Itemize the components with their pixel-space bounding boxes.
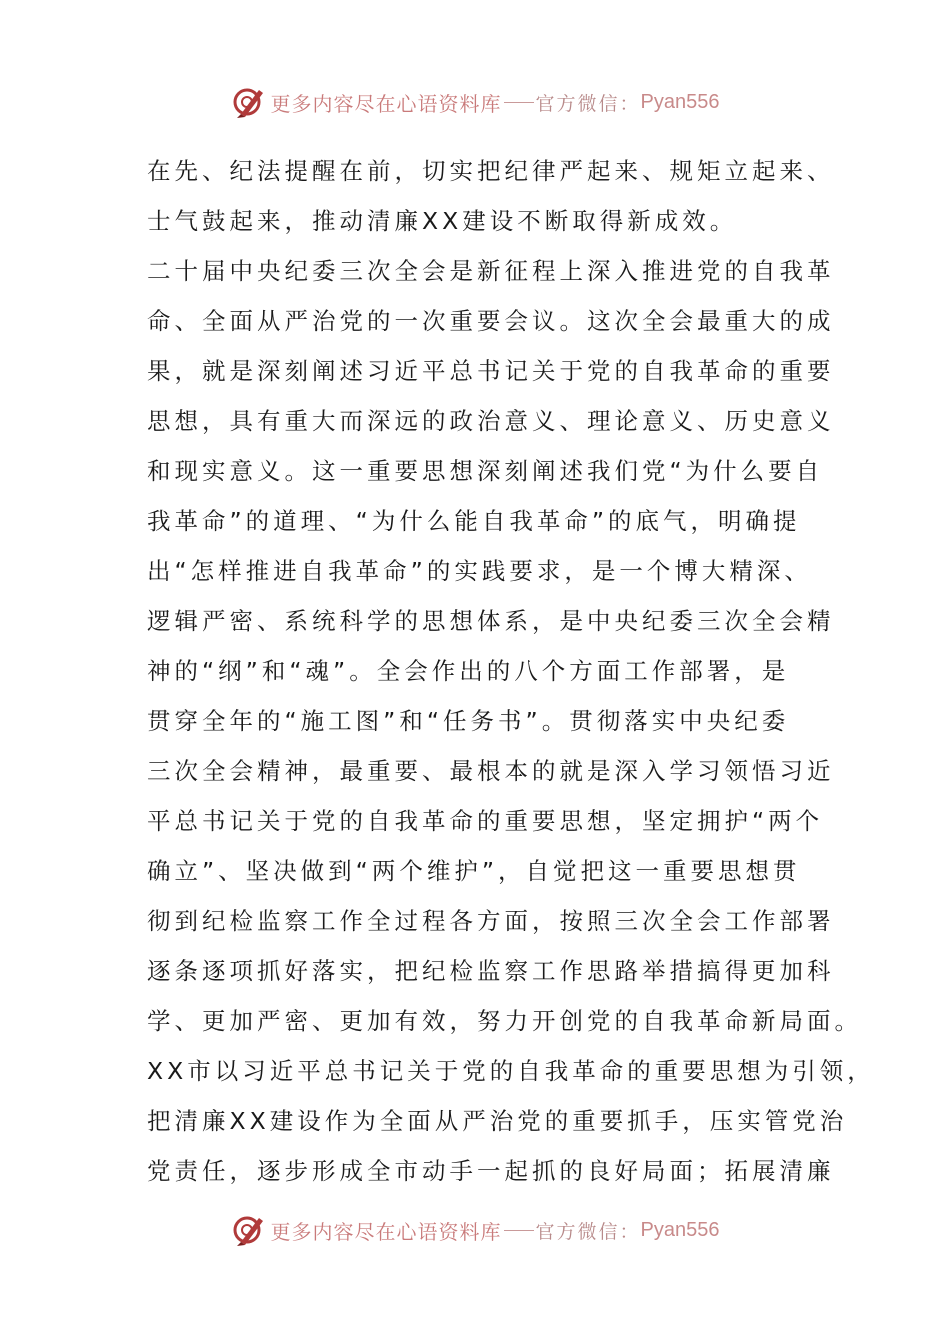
watermark-wechat-id: Pyan556 bbox=[640, 1218, 720, 1241]
text-line: 把清廉XX建设作为全面从严治党的重要抓手，压实管党治 bbox=[147, 1107, 848, 1135]
text-line: 出“怎样推进自我革命”的实践要求，是一个博大精深、 bbox=[147, 557, 812, 585]
text-line: 和现实意义。这一重要思想深刻阐述我们党“为什么要自 bbox=[147, 457, 824, 485]
watermark-dash bbox=[504, 102, 534, 103]
text-line: 在先、纪法提醒在前，切实把纪律严起来、规矩立起来、 bbox=[147, 157, 835, 185]
text-line: 思想，具有重大而深远的政治意义、理论意义、历史意义 bbox=[147, 407, 835, 435]
watermark-wechat-label: 官方微信： bbox=[535, 92, 641, 115]
watermark-site-text: 更多内容尽在心语资料库 bbox=[270, 91, 502, 116]
watermark-site-text: 更多内容尽在心语资料库 bbox=[270, 1219, 502, 1244]
pen-logo-icon bbox=[231, 1212, 267, 1248]
text-line: 我革命”的道理、“为什么能自我革命”的底气，明确提 bbox=[147, 507, 801, 535]
document-body bbox=[147, 146, 875, 1196]
text-line: 三次全会精神，最重要、最根本的就是深入学习领悟习近 bbox=[147, 757, 835, 785]
text-line: 确立”、坚决做到“两个维护”，自觉把这一重要思想贯 bbox=[147, 857, 801, 885]
text-line: 党责任，逐步形成全市动手一起抓的良好局面；拓展清廉 bbox=[147, 1157, 835, 1185]
watermark-wechat-label: 官方微信： bbox=[535, 1220, 641, 1243]
text-line: 逻辑严密、系统科学的思想体系，是中央纪委三次全会精 bbox=[147, 607, 835, 635]
text-line: 逐条逐项抓好落实，把纪检监察工作思路举措搞得更加科 bbox=[147, 957, 835, 985]
text-line: 士气鼓起来，推动清廉XX建设不断取得新成效。 bbox=[147, 207, 738, 235]
pen-logo-icon bbox=[231, 84, 267, 120]
watermark-dash bbox=[504, 1230, 534, 1231]
text-line: 贯穿全年的“施工图”和“任务书”。贯彻落实中央纪委 bbox=[147, 707, 790, 735]
text-line: 彻到纪检监察工作全过程各方面，按照三次全会工作部署 bbox=[147, 907, 835, 935]
text-line: 命、全面从严治党的一次重要会议。这次全会最重大的成 bbox=[147, 307, 835, 335]
text-line: XX市以习近平总书记关于党的自我革命的重要思想为引领， bbox=[147, 1057, 875, 1085]
text-line: 神的“纲”和“魂”。全会作出的八个方面工作部署，是 bbox=[147, 657, 790, 685]
watermark-wechat-id: Pyan556 bbox=[640, 90, 720, 113]
text-line: 果，就是深刻阐述习近平总书记关于党的自我革命的重要 bbox=[147, 357, 835, 385]
text-line: 学、更加严密、更加有效，努力开创党的自我革命新局面。 bbox=[147, 1007, 862, 1035]
text-line: 平总书记关于党的自我革命的重要思想，坚定拥护“两个 bbox=[147, 807, 824, 835]
watermark-header bbox=[0, 82, 950, 122]
watermark-footer bbox=[0, 1210, 950, 1250]
text-line: 二十届中央纪委三次全会是新征程上深入推进党的自我革 bbox=[147, 257, 835, 285]
